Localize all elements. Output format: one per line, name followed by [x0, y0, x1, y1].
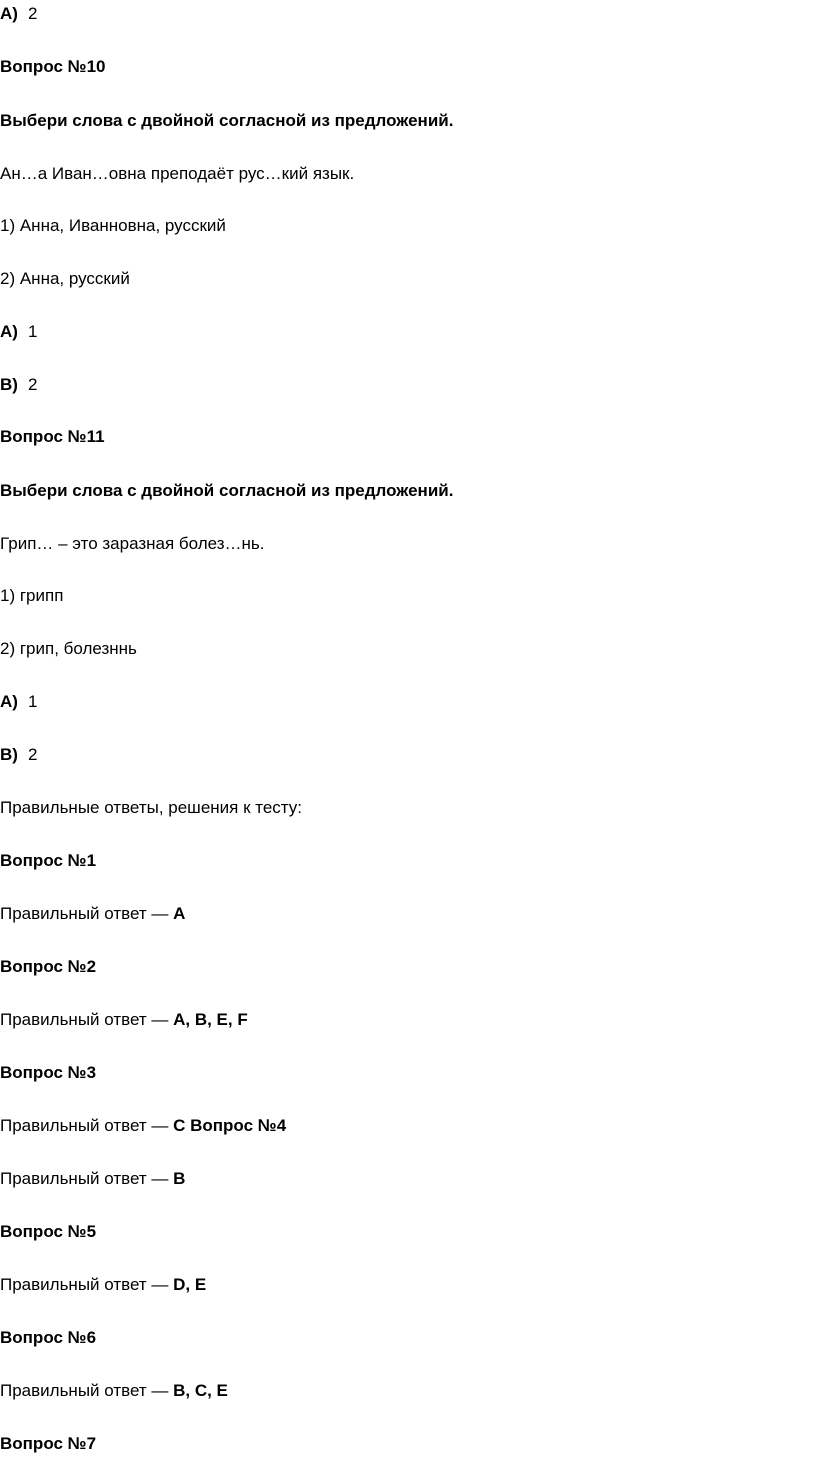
question-instruction: Выбери слова с двойной согласной из предложений. — [0, 111, 454, 130]
correct-answer-value: D, E — [173, 1275, 207, 1294]
option-label: B) — [0, 745, 18, 764]
option-label: A) — [0, 692, 18, 711]
question-heading: Вопрос №10 — [0, 57, 106, 76]
correct-answer-line — [0, 1167, 185, 1191]
option-label: A) — [0, 322, 18, 341]
correct-answer-label: Правильный ответ — — [0, 1275, 174, 1294]
question-heading: Вопрос №11 — [0, 427, 105, 446]
correct-answer-label: Правильный ответ — — [0, 1010, 174, 1029]
correct-answer-value: B — [173, 1169, 186, 1188]
option-value: 1 — [27, 692, 38, 711]
question-heading: Вопрос №7 — [0, 1434, 97, 1453]
option-line — [0, 373, 37, 397]
question-heading: Вопрос №2 — [0, 957, 97, 976]
option-value: 2 — [27, 375, 38, 394]
correct-answer-value: B, C, E — [173, 1381, 228, 1400]
correct-answer-line — [0, 902, 185, 926]
answer-choice: 1) грипп — [0, 586, 64, 605]
question-instruction: Выбери слова с двойной согласной из предложений. — [0, 481, 454, 500]
option-line — [0, 2, 37, 26]
option-value: 2 — [27, 4, 38, 23]
question-sentence: Ан…а Иван…овна преподаёт рус…кий язык. — [0, 164, 355, 183]
correct-answer-line — [0, 1008, 248, 1032]
correct-answer-value: A — [173, 904, 186, 923]
answer-choice: 2) грип, болезннь — [0, 639, 137, 658]
option-value: 2 — [27, 745, 38, 764]
question-heading: Вопрос №1 — [0, 851, 97, 870]
option-label: A) — [0, 4, 18, 23]
option-line — [0, 690, 37, 714]
option-line — [0, 320, 37, 344]
option-line — [0, 743, 37, 767]
correct-answer-label: Правильный ответ — — [0, 904, 174, 923]
correct-answer-label: Правильный ответ — — [0, 1116, 174, 1135]
correct-answer-value: A, B, E, F — [173, 1010, 248, 1029]
question-heading: Вопрос №3 — [0, 1063, 97, 1082]
correct-answer-line — [0, 1273, 206, 1297]
option-label: B) — [0, 375, 18, 394]
option-value: 1 — [27, 322, 38, 341]
correct-answer-label: Правильный ответ — — [0, 1381, 174, 1400]
question-heading: Вопрос №6 — [0, 1328, 97, 1347]
question-sentence: Грип… – это заразная болез…нь. — [0, 534, 265, 553]
answer-choice: 2) Анна, русский — [0, 269, 130, 288]
question-heading: Вопрос №5 — [0, 1222, 97, 1241]
correct-answer-line — [0, 1114, 286, 1138]
correct-answer-label: Правильный ответ — — [0, 1169, 174, 1188]
answer-choice: 1) Анна, Иванновна, русский — [0, 216, 226, 235]
correct-answer-line — [0, 1379, 228, 1403]
answers-section-title: Правильные ответы, решения к тесту: — [0, 798, 302, 817]
correct-answer-value: C Вопрос №4 — [173, 1116, 287, 1135]
